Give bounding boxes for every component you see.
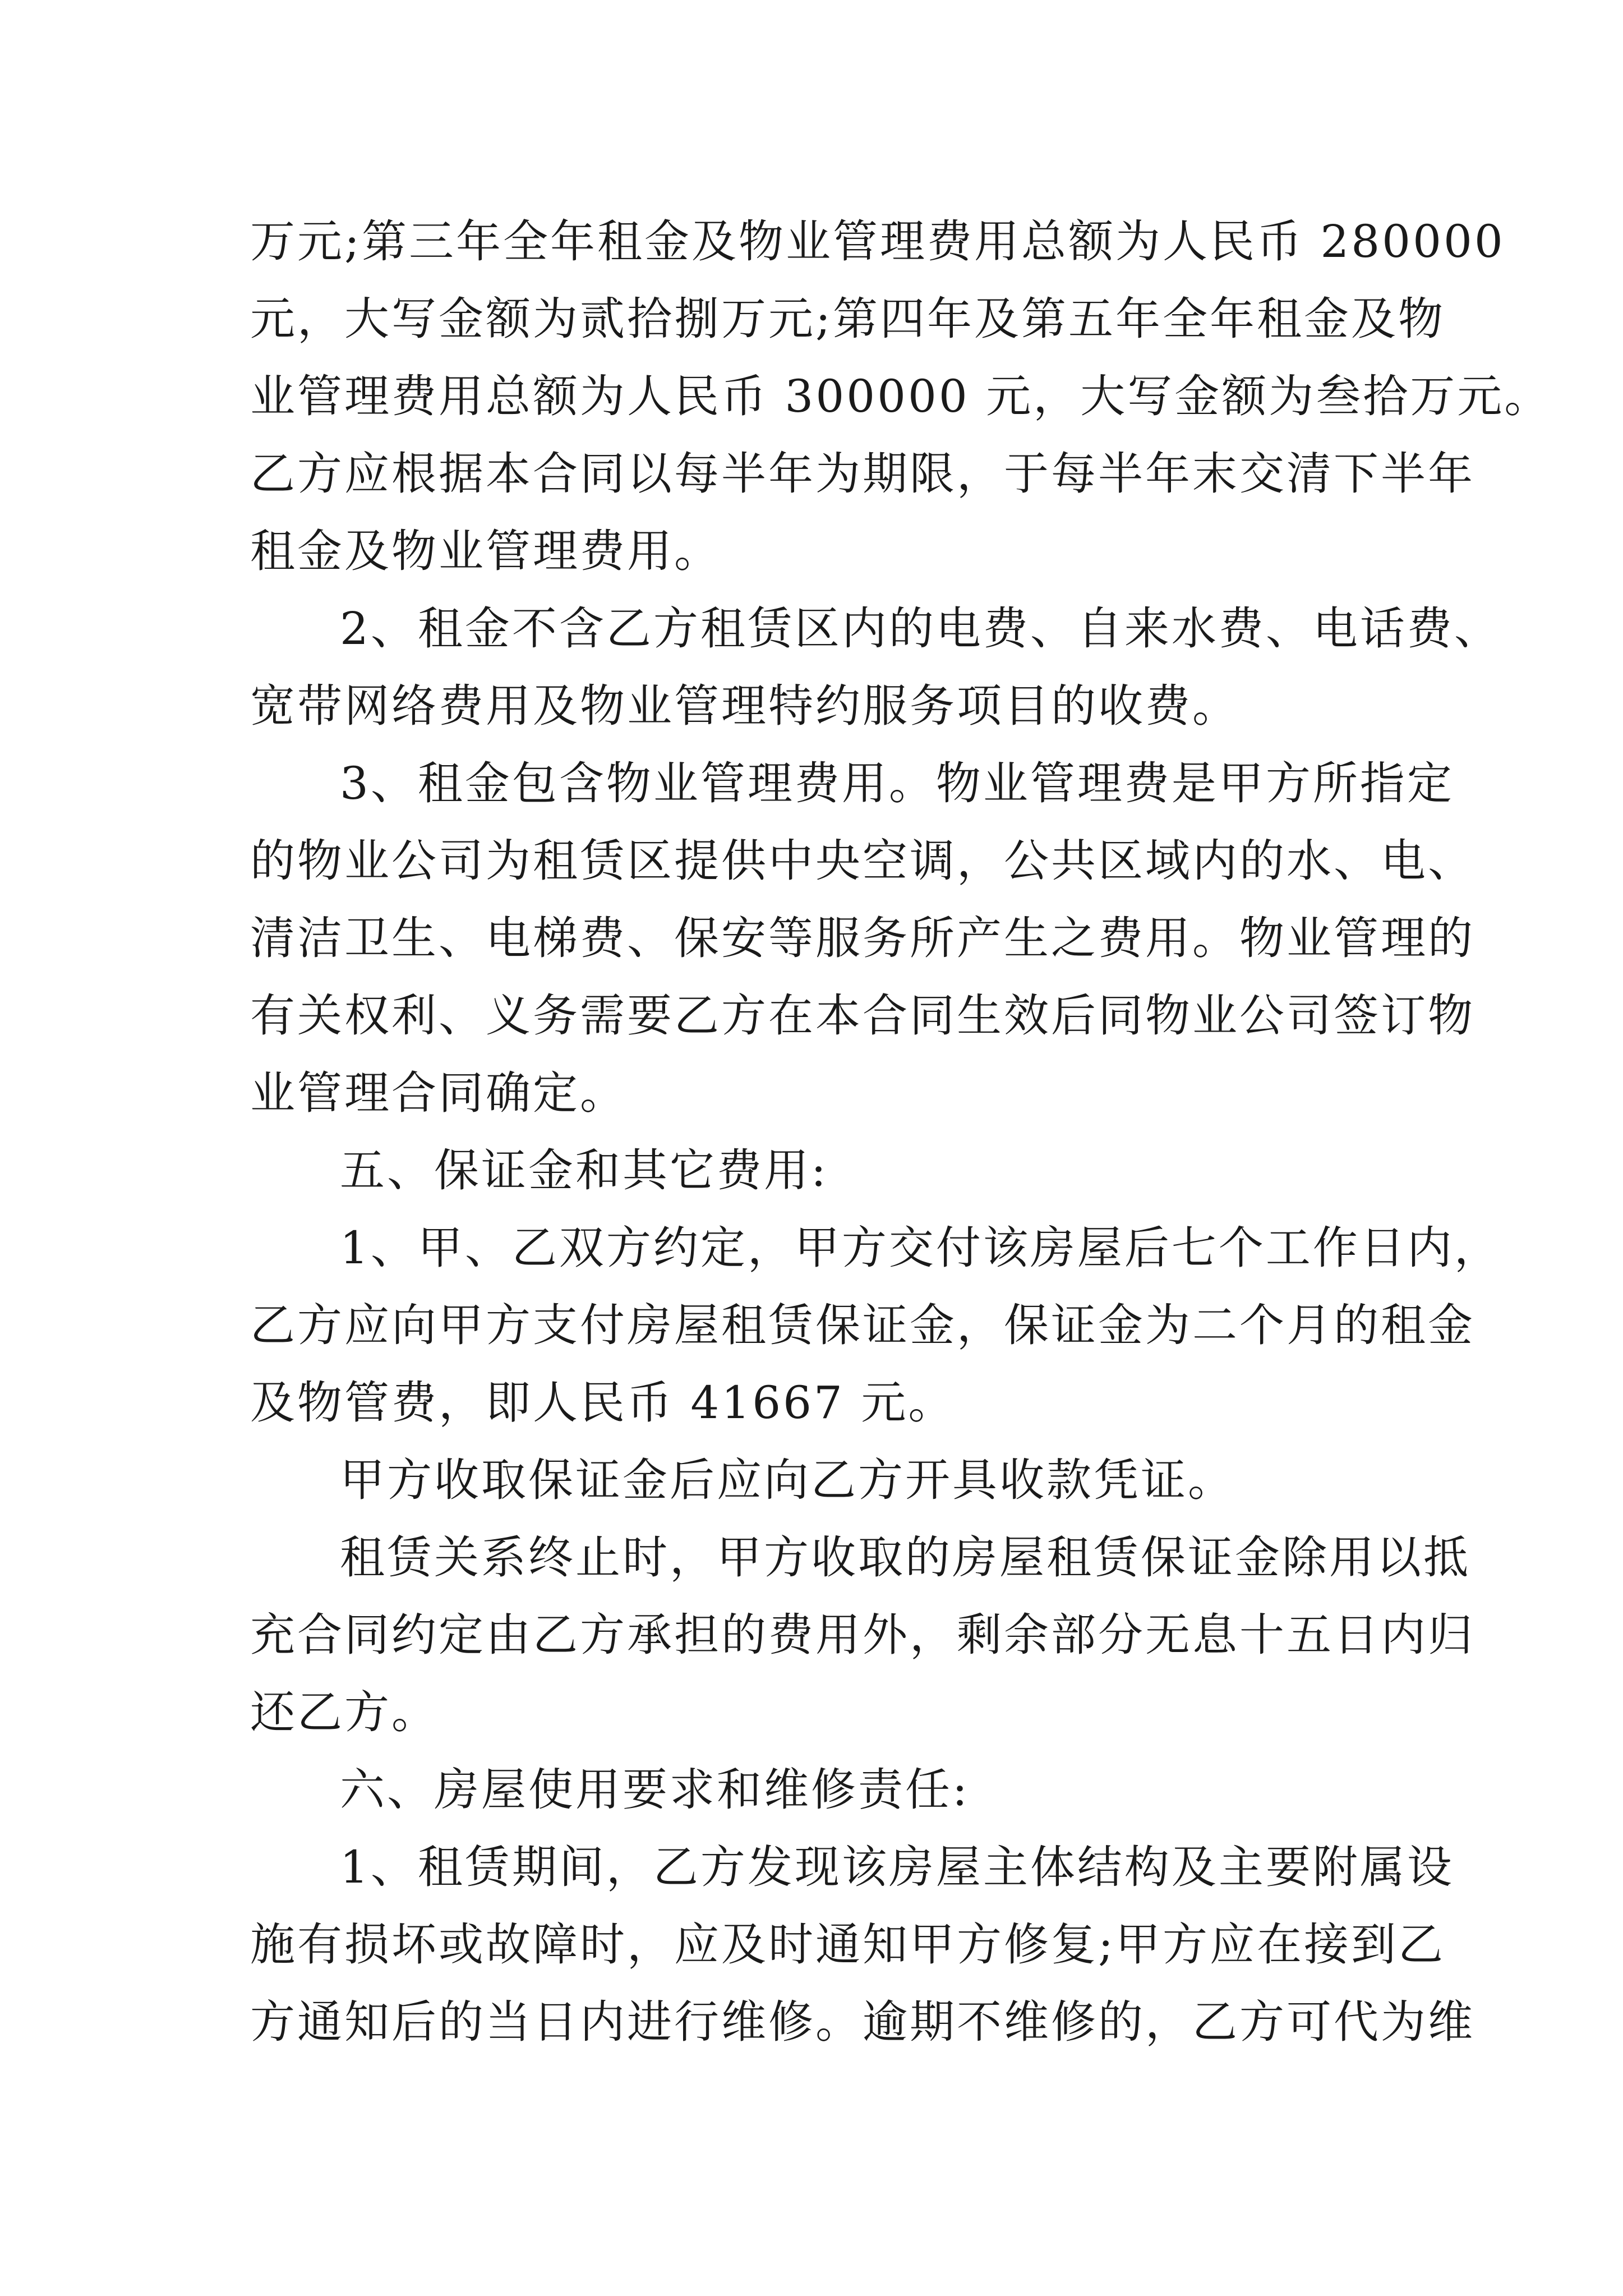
text-line: 充合同约定由乙方承担的费用外，剩余部分无息十五日内归 xyxy=(250,1609,1475,1661)
paragraph-start-line: 甲方收取保证金后应向乙方开具收款凭证。 xyxy=(340,1454,1235,1506)
text-line: 施有损坏或故障时，应及时通知甲方修复;甲方应在接到乙 xyxy=(250,1918,1445,1971)
paragraph-start-line: 3、租金包含物业管理费用。物业管理费是甲方所指定 xyxy=(340,757,1454,809)
section-heading: 六、房屋使用要求和维修责任: xyxy=(340,1764,970,1816)
text-line: 及物管费，即人民币 41667 元。 xyxy=(250,1377,956,1429)
text-line: 宽带网络费用及物业管理特约服务项目的收费。 xyxy=(250,680,1239,732)
text-line: 的物业公司为租赁区提供中央空调，公共区域内的水、电、 xyxy=(250,835,1475,887)
text-line: 业管理费用总额为人民币 300000 元，大写金额为叁拾万元。 xyxy=(250,370,1552,422)
text-line: 租金及物业管理费用。 xyxy=(250,525,721,577)
text-line: 万元;第三年全年租金及物业管理费用总额为人民币 280000 xyxy=(250,215,1505,268)
text-line: 清洁卫生、电梯费、保安等服务所产生之费用。物业管理的 xyxy=(250,912,1475,964)
text-line: 乙方应向甲方支付房屋租赁保证金，保证金为二个月的租金 xyxy=(250,1299,1475,1351)
paragraph-start-line: 1、租赁期间，乙方发现该房屋主体结构及主要附属设 xyxy=(340,1841,1454,1893)
text-line: 元，大写金额为贰拾捌万元;第四年及第五年全年租金及物 xyxy=(250,293,1445,345)
text-line: 有关权利、义务需要乙方在本合同生效后同物业公司签订物 xyxy=(250,990,1475,1042)
paragraph-start-line: 1、甲、乙双方约定，甲方交付该房屋后七个工作日内， xyxy=(340,1222,1501,1274)
text-line: 还乙方。 xyxy=(250,1686,439,1738)
section-heading: 五、保证金和其它费用: xyxy=(340,1144,828,1197)
document-body xyxy=(250,203,1552,2061)
text-line: 乙方应根据本合同以每半年为期限，于每半年末交清下半年 xyxy=(250,448,1475,500)
paragraph-start-line: 租赁关系终止时，甲方收取的房屋租赁保证金除用以抵 xyxy=(340,1531,1470,1584)
text-line: 业管理合同确定。 xyxy=(250,1067,627,1119)
text-line: 方通知后的当日内进行维修。逾期不维修的，乙方可代为维 xyxy=(250,1996,1475,2048)
paragraph-start-line: 2、租金不含乙方租赁区内的电费、自来水费、电话费、 xyxy=(340,602,1501,655)
